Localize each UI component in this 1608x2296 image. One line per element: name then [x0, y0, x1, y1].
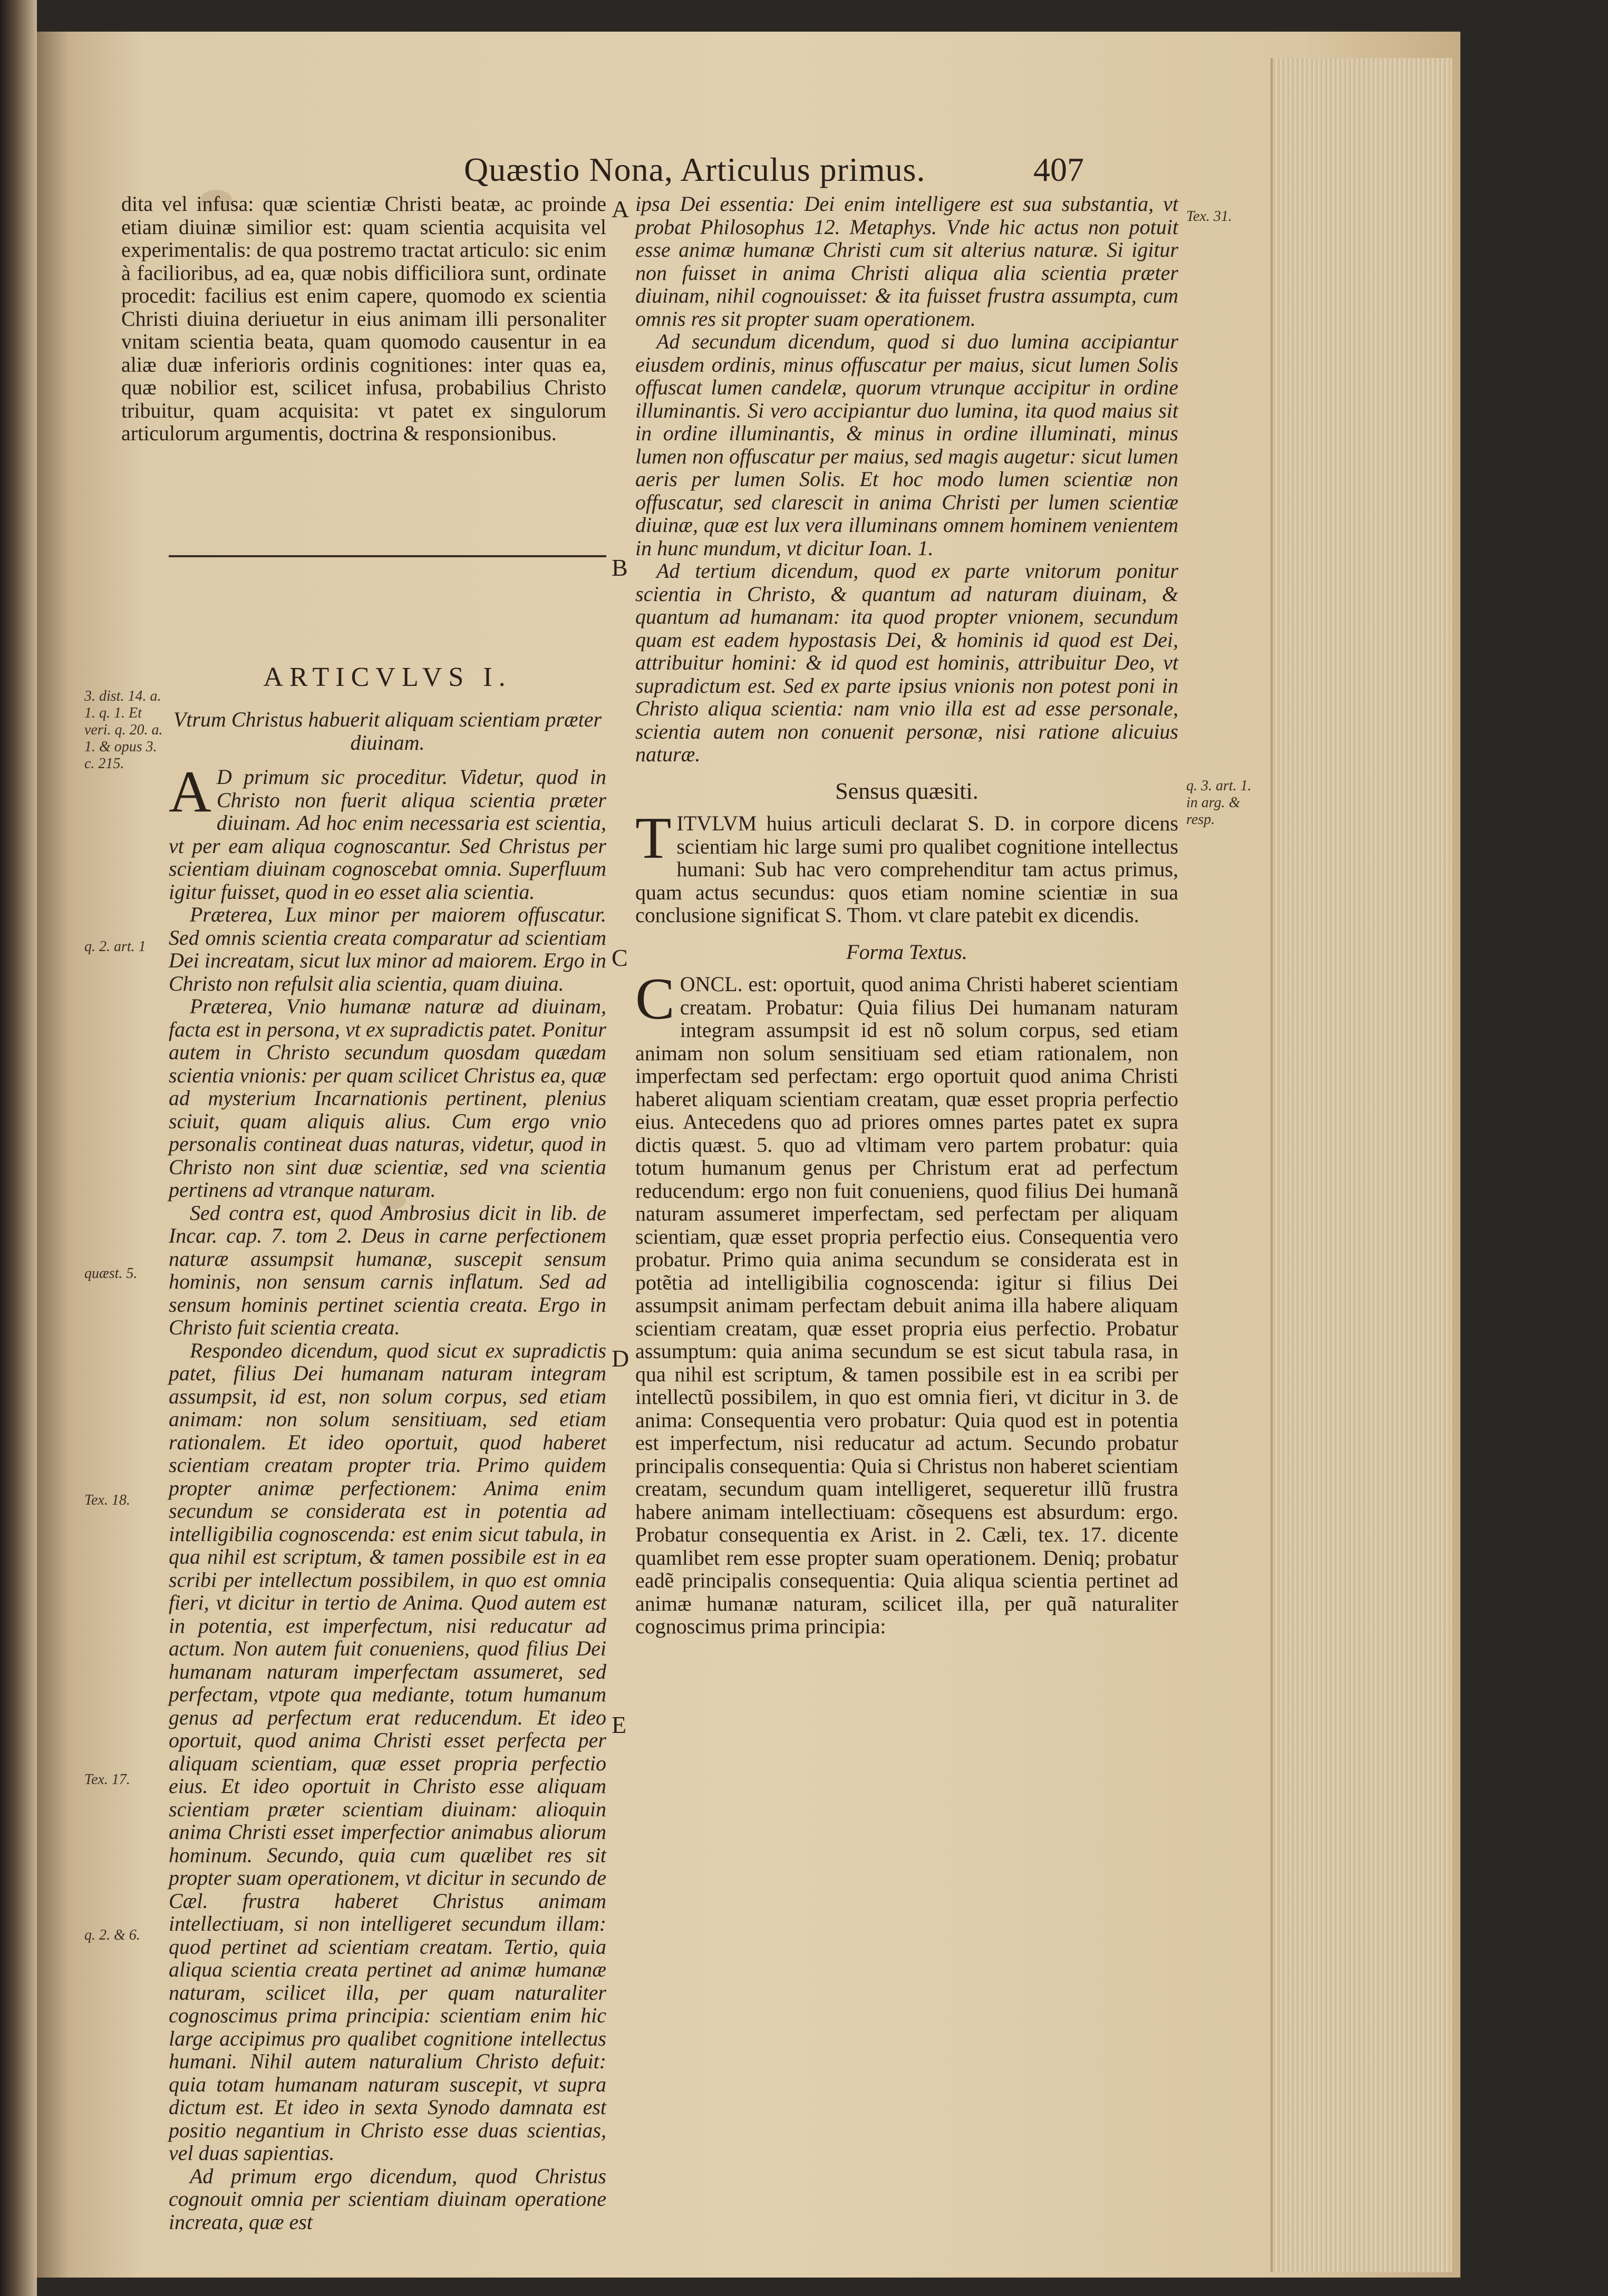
- left-intro-column: [121, 192, 606, 445]
- margin-note: 3. dist. 14. a. 1. q. 1. Et veri. q. 20. a. 1. & opus 3. c. 215.: [84, 688, 163, 772]
- intro-paragraph: dita vel infusa: quæ scientiæ Christi beatæ, ac proinde etiam diuinæ similior est: quam scientia acquisita vel experimentalis: de qua postremo tractat articulo: sic enim à facilioribus, ad ea, quæ nobis difficiliora sunt, ordinate procedit: facilius est enim capere, quomodo ex scientia Christi diuina deriuetur in eius animam illi personaliter vnitam scientia beata, quam quomodo causentur in ea aliæ duæ inferioris ordinis cognitiones: inter quas ea, quæ nobilior est, scilicet infusa, probabilius Christo tribuitur, quam acquisita: vt patet ex singulorum articulorum argumentis, doctrina & responsionibus.: [121, 192, 606, 445]
- article-heading: ARTICVLVS I.: [263, 662, 512, 692]
- previous-page-edge: [0, 0, 37, 2296]
- margin-note: Tex. 18.: [84, 1492, 130, 1508]
- margin-note: q. 2. art. 1: [84, 938, 146, 955]
- section-letter: A: [612, 196, 629, 222]
- section-rule: [169, 555, 606, 557]
- sensus-heading: Sensus quæsiti.: [835, 778, 979, 804]
- margin-note: q. 3. art. 1. in arg. & resp.: [1186, 778, 1252, 828]
- respondeo: Respondeo dicendum, quod sicut ex supradictis patet, filius Dei humanam naturam integram assumpsit, id est, non solum corpus, sed etiam animam: non solum sensitiuam, sed etiam rationalem. Et ideo oportuit, quod haberet scientiam creatam propter tria. Primo quidem propter animæ perfectionem: Anima enim secundum se considerata est in potentia ad intelligibilia cognoscenda: est enim sicut tabula, in qua nihil est scriptum, & tamen possibile est in ea scribi per intellectum possibilem, in quo est omnia fieri, vt dicitur in tertio de Anima. Quod autem est in potentia, est imperfectum, nisi reducatur ad actum. Non autem fuit conueniens, quod filius Dei humanam naturam imperfectam assumeret, sed perfectam, vtpote qua mediante, totum humanum genus ad perfectum erat reducendum. Et ideo oportuit, quod anima Christi esset perfecta per aliquam scientiam, quæ esset propria perfectio eius. Et ideo oportuit in Christo esse aliquam scientiam præter scientiam diuinam: alioquin anima Christi esset imperfectior animabus aliorum hominum. Secundo, quia cum quælibet res sit propter suam operationem, vt dicitur in secundo de Cæl. frustra haberet Christus animam intellectiuam, si non intelligeret secundum illam: quod pertinet ad scientiam creatam. Tertio, quia aliqua scientia creata pertinet ad animæ humanæ naturam, scilicet illa, per quam naturaliter cognoscimus prima principia: scientiam enim hic large accipimus pro qualibet cognitione intellectus humani. Nihil autem naturalium Christo defuit: quia totam humanam naturam suscepit, vt supra dictum est. Et ideo in sexta Synodo damnata est positio negantium in Christo esse duas scientias, vel duas sapientias.: [169, 1338, 606, 2165]
- sensus-paragraph: TITVLVM huius articuli declarat S. D. in corpore dicens scientiam hic large sumi pro qualibet cognitione intellectus humani: Sub hac vero comprehenditur tam actus primus, quam actus secundus: quos etiam nomine scientiæ in sua conclusione significat S. Thom. vt clare patebit ex dicendis.: [635, 806, 1178, 927]
- question-title: Vtrum Christus habuerit aliquam scientiam præter diuinam.: [173, 708, 602, 754]
- ad-primum: Ad primum ergo dicendum, quod Christus cognouit omnia per scientiam diuinam operatione increata, quæ est: [169, 2164, 606, 2234]
- right-column: [635, 192, 1178, 1638]
- section-letter: B: [612, 554, 628, 581]
- section-letter: E: [612, 1711, 627, 1738]
- objection-2: Præterea, Lux minor per maiorem offuscatur. Sed omnis scientia creata comparatur ad scientiam Dei increatam, sicut lux minor ad maiorem. Ergo in Christo non refulsit alia scientia, quam diuina.: [169, 903, 606, 995]
- section-letter: C: [612, 944, 628, 971]
- running-head: [0, 150, 1608, 198]
- ad-primum-continued: ipsa Dei essentia: Dei enim intelligere est sua substantia, vt probat Philosophus 12. Metaphys. Vnde hic actus non potuit esse animæ humanæ Christi cum sit alterius naturæ. Si igitur non fuisset in anima Christi aliqua alia scientia præter diuinam, nihil cognouisset: & ita fuisset frustra assumpta, cum omnis res sit propter suam operationem.: [635, 192, 1178, 331]
- margin-note: Tex. 31.: [1186, 208, 1232, 225]
- forma-heading: Forma Textus.: [846, 939, 967, 964]
- margin-note: Tex. 17.: [84, 1771, 130, 1788]
- page-number: 407: [1033, 151, 1084, 188]
- ad-secundum: Ad secundum dicendum, quod si duo lumina accipiantur eiusdem ordinis, minus offuscatur per maius, sicut lumen Solis offuscat lumen candelæ, quorum vtrunque accipitur in ordine illuminantis. Si vero accipiantur duo lumina, ita quod maius sit in ordine illuminantis, & minus in ordine illuminati, minus lumen non offuscatur per maius, sed magis augetur: sicut lumen aeris per lumen Solis. Et hoc modo lumen scientiæ non offuscatur, sed clarescit in anima Christi per lumen scientiæ diuinæ, quæ est lux vera illuminans omnem hominem venientem in hunc mundum, vt dicitur Ioan. 1.: [635, 330, 1178, 560]
- running-head-title: Quæstio Nona, Articulus primus.: [464, 151, 926, 188]
- margin-note: q. 2. & 6.: [84, 1927, 140, 1943]
- page-fore-edge: [1271, 58, 1452, 2272]
- margin-note: quæst. 5.: [84, 1265, 138, 1282]
- section-letter: D: [612, 1345, 629, 1372]
- objection-3: Præterea, Vnio humanæ naturæ ad diuinam, facta est in persona, vt ex supradictis patet. Ponitur autem in Christo secundum quosdam quædam scientia vnionis: per quam scilicet Christus ea, quæ ad mysterium Incarnationis pertinent, plenius sciuit, quam aliquis alius. Cum ergo vnio personalis contineat duas naturas, videtur, quod in Christo non sint duæ scientiæ, sed vna scientia pertinens ad vtranque naturam.: [169, 994, 606, 1202]
- objection-1: A D primum sic proceditur. Videtur, quod in Christo non fuerit aliqua scientia præter diuinam. Ad hoc enim necessaria est scientia, vt per eam aliqua cognoscantur. Sed Christus per scientiam diuinam cognoscebat omnia. Superfluum igitur fuisset, quod in eo esset alia scientia.: [169, 759, 606, 904]
- sed-contra: Sed contra est, quod Ambrosius dicit in lib. de Incar. cap. 7. tom 2. Deus in carne perfectionem naturæ assumpsit humanæ, suscepit sensum hominis, non sensum carnis inflatum. Sed ad sensum hominis pertinet scientia creata. Ergo in Christo fuit scientia creata.: [169, 1200, 606, 1339]
- ad-tertium: Ad tertium dicendum, quod ex parte vnitorum ponitur scientia in Christo, & quantum ad naturam diuinam, & quantum ad humanam: ita quod propter vnionem, secundum quam est eadem hypostasis Dei, & hominis id quod est Dei, attribuitur homini: & id quod est hominis, attribuitur Deo, vt supradictum est. Sed ex parte ipsius vnionis non potest poni in Christo aliqua scientia: nam vnio illa est ad esse personale, scientia autem non conuenit personæ, nisi ratione alicuius naturæ.: [635, 559, 1178, 766]
- forma-paragraph: CONCL. est: oportuit, quod anima Christi haberet scientiam creatam. Probatur: Quia filius Dei humanam naturam integram assumpsit id est nõ solum corpus, sed etiam animam non solum sensitiuam sed etiam rationalem, non imperfectam sed perfectam: ergo oportuit quod anima Christi haberet aliquam scientiam creatam, quæ esset propria perfectio eius. Antecedens quo ad priores omnes partes patet ex supra dictis quæst. 5. quo ad vltimam vero partem probatur: quia totum humanum genus per Christum erat ad perfectum reducendum: ergo non fuit conueniens, quod filius Dei humanã naturam assumeret imperfectam, sed perfectam per aliquam scientiam, quæ esset propria perfectio eius. Consequentia vero probatur. Primo quia anima secundum se considerata est in potẽtia ad intelligibilia cognoscenda: igitur si filius Dei assumpsit animam perfectam debuit anima illa habere aliquam scientiam creatam, quæ esset propria eius perfectio. Probatur assumptum: quia anima secundum se est sicut tabula rasa, in qua nihil est scriptum, & tamen possibile est in ea scribi per intellectũ possibilem, in quo est omnia fieri, vt dicitur in 3. de anima: Consequentia vero probatur: Quia quod est in potentia est imperfectum, nisi reducatur ad actum. Secundo probatur principalis consequentia: Quia si Christus non haberet scientiam creatam, secundum quam intelligeret, sequeretur illũ frustra habere animam intellectiuam: cõsequens est absurdum: ergo. Probatur consequentia ex Arist. in 2. Cæli, tex. 17. dicente quamlibet rem esse propter suam operationem. Deniq; probatur eadẽ principalis consequentia: Quia aliqua scientia pertinet ad animæ humanæ naturam, scilicet illa, per quã naturaliter cognoscimus prima principia:: [635, 966, 1178, 1638]
- left-main-column: [169, 662, 606, 2233]
